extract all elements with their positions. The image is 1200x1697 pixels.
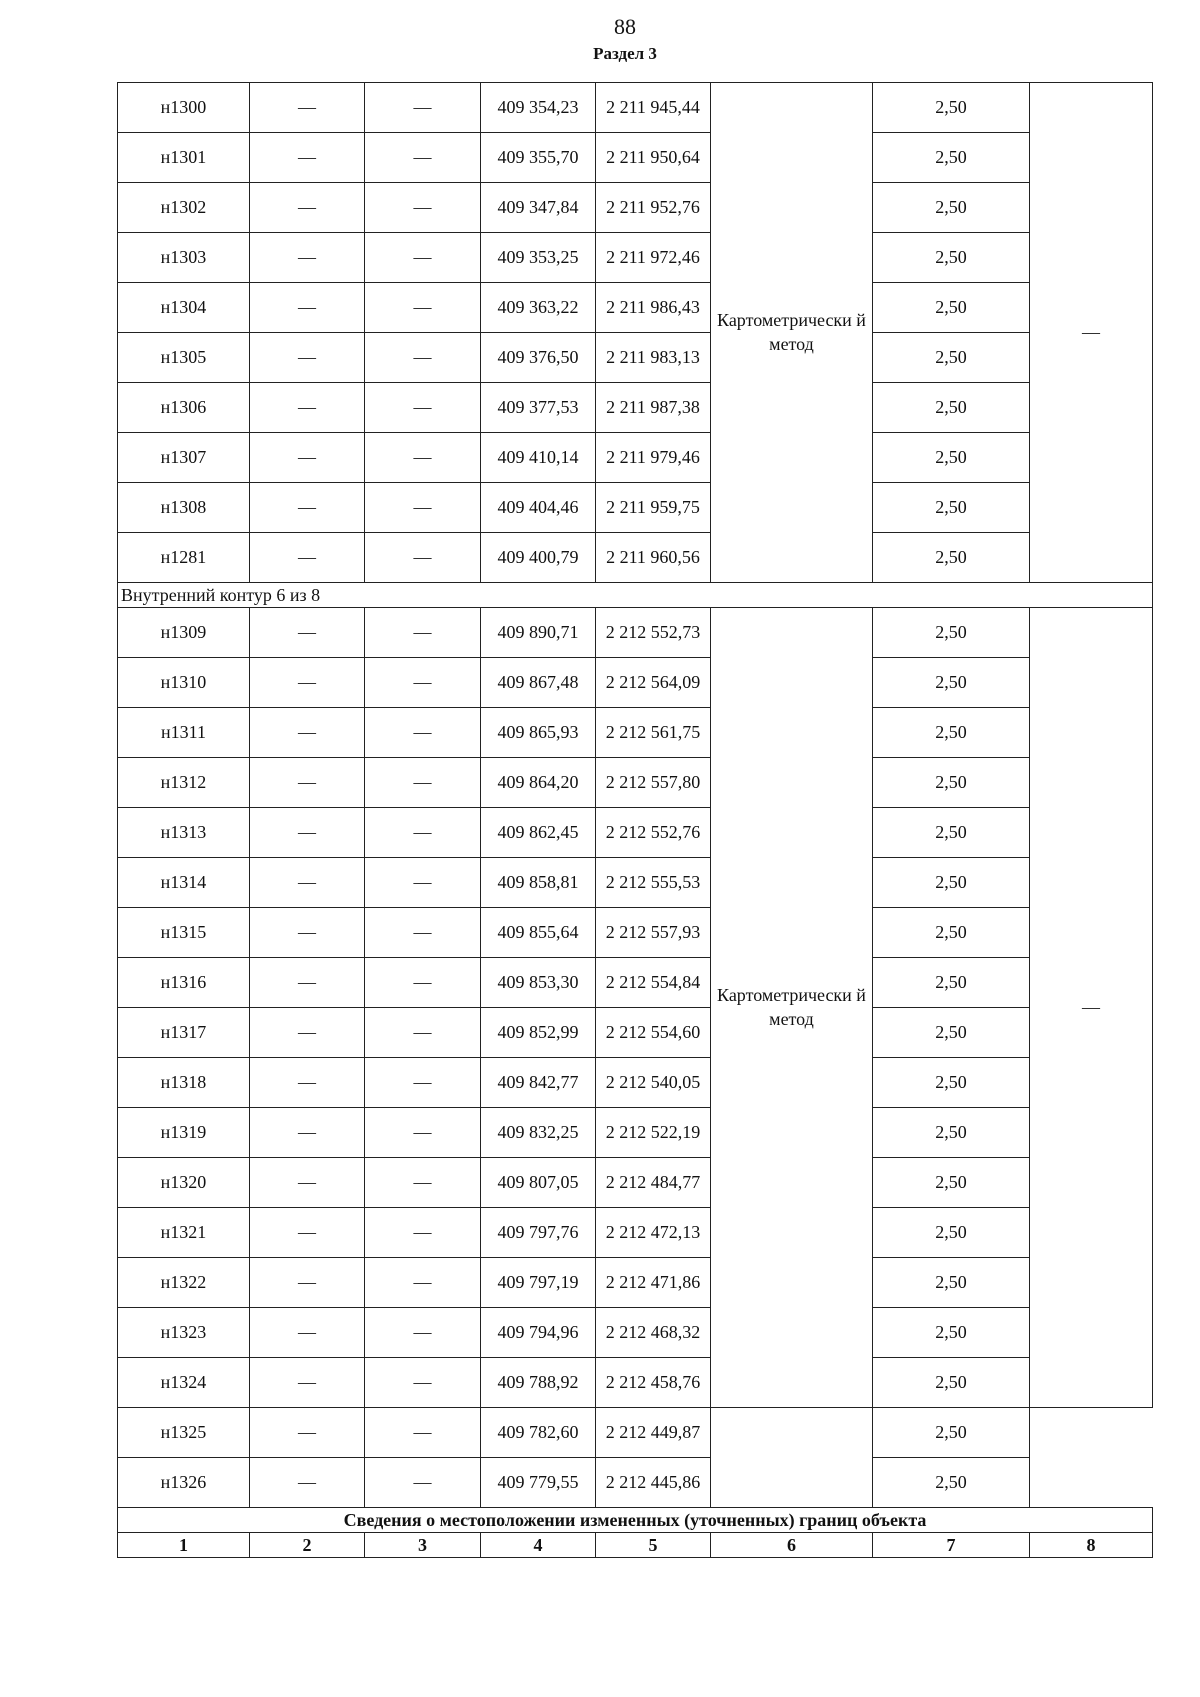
empty-dash-cell: — xyxy=(365,808,481,858)
coordinate-x: 409 377,53 xyxy=(481,383,596,433)
coordinate-x: 409 865,93 xyxy=(481,708,596,758)
empty-dash-cell: — xyxy=(365,133,481,183)
column-number: 5 xyxy=(596,1533,711,1558)
coordinate-x: 409 852,99 xyxy=(481,1008,596,1058)
coordinate-x: 409 404,46 xyxy=(481,483,596,533)
empty-dash-cell: — xyxy=(365,858,481,908)
coordinate-y: 2 212 557,93 xyxy=(596,908,711,958)
accuracy-value: 2,50 xyxy=(873,383,1030,433)
table-row xyxy=(118,1308,1153,1358)
empty-dash-cell: — xyxy=(365,383,481,433)
point-name: н1321 xyxy=(118,1208,250,1258)
point-name: н1317 xyxy=(118,1008,250,1058)
accuracy-value: 2,50 xyxy=(873,708,1030,758)
table-row xyxy=(118,1008,1153,1058)
empty-dash-cell: — xyxy=(250,1158,365,1208)
point-name: н1315 xyxy=(118,908,250,958)
coordinate-y: 2 211 987,38 xyxy=(596,383,711,433)
coordinate-x: 409 363,22 xyxy=(481,283,596,333)
table-row xyxy=(118,958,1153,1008)
accuracy-value: 2,50 xyxy=(873,608,1030,658)
point-name: н1325 xyxy=(118,1408,250,1458)
empty-dash-cell: — xyxy=(365,83,481,133)
empty-dash-cell: — xyxy=(250,433,365,483)
empty-dash-cell: — xyxy=(250,483,365,533)
table-row xyxy=(118,83,1153,133)
coordinate-y: 2 211 979,46 xyxy=(596,433,711,483)
coordinate-x: 409 355,70 xyxy=(481,133,596,183)
point-name: н1306 xyxy=(118,383,250,433)
empty-dash-cell: — xyxy=(365,908,481,958)
empty-dash-cell: — xyxy=(365,1008,481,1058)
point-name: н1308 xyxy=(118,483,250,533)
accuracy-value: 2,50 xyxy=(873,658,1030,708)
coordinate-y: 2 211 959,75 xyxy=(596,483,711,533)
empty-dash-cell: — xyxy=(250,333,365,383)
empty-dash-cell: — xyxy=(250,758,365,808)
accuracy-value: 2,50 xyxy=(873,1108,1030,1158)
table-row xyxy=(118,858,1153,908)
column-number: 8 xyxy=(1030,1533,1153,1558)
point-name: н1303 xyxy=(118,233,250,283)
accuracy-value: 2,50 xyxy=(873,283,1030,333)
empty-dash-cell: — xyxy=(250,1058,365,1108)
empty-dash-cell: — xyxy=(365,1208,481,1258)
coordinate-y: 2 211 972,46 xyxy=(596,233,711,283)
accuracy-value: 2,50 xyxy=(873,758,1030,808)
point-name: н1313 xyxy=(118,808,250,858)
coordinate-x: 409 862,45 xyxy=(481,808,596,858)
empty-dash-cell: — xyxy=(250,83,365,133)
coordinate-y: 2 211 952,76 xyxy=(596,183,711,233)
point-name: н1301 xyxy=(118,133,250,183)
table-row xyxy=(118,483,1153,533)
coordinate-x: 409 797,76 xyxy=(481,1208,596,1258)
empty-dash-cell: — xyxy=(365,1158,481,1208)
method-cell xyxy=(711,1408,873,1508)
accuracy-value: 2,50 xyxy=(873,233,1030,283)
point-name: н1309 xyxy=(118,608,250,658)
empty-dash-cell: — xyxy=(250,1108,365,1158)
point-name: н1312 xyxy=(118,758,250,808)
empty-dash-cell: — xyxy=(365,658,481,708)
point-name: н1310 xyxy=(118,658,250,708)
empty-dash-cell: — xyxy=(250,133,365,183)
table-row xyxy=(118,333,1153,383)
table-row xyxy=(118,708,1153,758)
empty-dash-cell: — xyxy=(365,1308,481,1358)
column-8-empty xyxy=(1030,1408,1153,1508)
table-row xyxy=(118,1158,1153,1208)
empty-dash-cell: — xyxy=(365,758,481,808)
accuracy-value: 2,50 xyxy=(873,1358,1030,1408)
empty-dash-cell: — xyxy=(250,808,365,858)
empty-dash-cell: — xyxy=(365,608,481,658)
coordinate-y: 2 212 552,76 xyxy=(596,808,711,858)
coordinate-y: 2 212 540,05 xyxy=(596,1058,711,1108)
accuracy-value: 2,50 xyxy=(873,1308,1030,1358)
empty-dash-cell: — xyxy=(365,1258,481,1308)
contour-row xyxy=(118,583,1153,608)
empty-dash-cell: — xyxy=(365,233,481,283)
coordinate-y: 2 212 555,53 xyxy=(596,858,711,908)
coordinate-y: 2 212 564,09 xyxy=(596,658,711,708)
coordinate-y: 2 212 471,86 xyxy=(596,1258,711,1308)
table-row xyxy=(118,808,1153,858)
table-row xyxy=(118,908,1153,958)
point-name: н1318 xyxy=(118,1058,250,1108)
coordinate-y: 2 212 472,13 xyxy=(596,1208,711,1258)
coordinate-x: 409 807,05 xyxy=(481,1158,596,1208)
empty-dash-cell: — xyxy=(365,533,481,583)
point-name: н1323 xyxy=(118,1308,250,1358)
coordinate-y: 2 212 449,87 xyxy=(596,1408,711,1458)
point-name: н1305 xyxy=(118,333,250,383)
accuracy-value: 2,50 xyxy=(873,533,1030,583)
empty-dash-cell: — xyxy=(250,608,365,658)
accuracy-value: 2,50 xyxy=(873,1158,1030,1208)
coordinate-y: 2 212 468,32 xyxy=(596,1308,711,1358)
coordinate-x: 409 347,84 xyxy=(481,183,596,233)
page-number: 88 xyxy=(614,14,636,39)
accuracy-value: 2,50 xyxy=(873,1408,1030,1458)
column-number: 1 xyxy=(118,1533,250,1558)
method-cell: Картометрически й метод xyxy=(711,83,873,583)
accuracy-value: 2,50 xyxy=(873,1258,1030,1308)
empty-dash-cell: — xyxy=(250,1458,365,1508)
accuracy-value: 2,50 xyxy=(873,133,1030,183)
coordinate-y: 2 212 445,86 xyxy=(596,1458,711,1508)
table-row xyxy=(118,1408,1153,1458)
coordinate-y: 2 211 945,44 xyxy=(596,83,711,133)
table-row xyxy=(118,1258,1153,1308)
table-row xyxy=(118,283,1153,333)
empty-dash-cell: — xyxy=(250,533,365,583)
point-name: н1311 xyxy=(118,708,250,758)
coordinates-table xyxy=(117,82,1153,1558)
empty-dash-cell: — xyxy=(250,708,365,758)
coordinate-x: 409 890,71 xyxy=(481,608,596,658)
table-row xyxy=(118,1358,1153,1408)
accuracy-value: 2,50 xyxy=(873,858,1030,908)
point-name: н1302 xyxy=(118,183,250,233)
point-name: н1314 xyxy=(118,858,250,908)
empty-dash-cell: — xyxy=(365,333,481,383)
accuracy-value: 2,50 xyxy=(873,808,1030,858)
empty-dash-cell: — xyxy=(250,233,365,283)
table-row xyxy=(118,1108,1153,1158)
table-row xyxy=(118,433,1153,483)
accuracy-value: 2,50 xyxy=(873,433,1030,483)
column-8-dash: — xyxy=(1030,83,1153,583)
coordinate-x: 409 354,23 xyxy=(481,83,596,133)
coordinate-y: 2 212 554,84 xyxy=(596,958,711,1008)
coordinate-x: 409 410,14 xyxy=(481,433,596,483)
coordinate-x: 409 797,19 xyxy=(481,1258,596,1308)
table-row xyxy=(118,658,1153,708)
column-number: 6 xyxy=(711,1533,873,1558)
empty-dash-cell: — xyxy=(365,183,481,233)
coordinate-x: 409 400,79 xyxy=(481,533,596,583)
point-name: н1281 xyxy=(118,533,250,583)
empty-dash-cell: — xyxy=(250,183,365,233)
table-row xyxy=(118,533,1153,583)
empty-dash-cell: — xyxy=(365,1408,481,1458)
table-row xyxy=(118,1208,1153,1258)
accuracy-value: 2,50 xyxy=(873,1458,1030,1508)
empty-dash-cell: — xyxy=(250,1258,365,1308)
point-name: н1300 xyxy=(118,83,250,133)
empty-dash-cell: — xyxy=(250,283,365,333)
coordinate-y: 2 212 554,60 xyxy=(596,1008,711,1058)
column-number: 2 xyxy=(250,1533,365,1558)
section-title-row xyxy=(118,1508,1153,1533)
coordinate-y: 2 212 522,19 xyxy=(596,1108,711,1158)
empty-dash-cell: — xyxy=(250,908,365,958)
column-number: 4 xyxy=(481,1533,596,1558)
empty-dash-cell: — xyxy=(365,708,481,758)
table-row xyxy=(118,133,1153,183)
coordinate-y: 2 211 986,43 xyxy=(596,283,711,333)
accuracy-value: 2,50 xyxy=(873,483,1030,533)
coordinate-x: 409 867,48 xyxy=(481,658,596,708)
empty-dash-cell: — xyxy=(250,1308,365,1358)
empty-dash-cell: — xyxy=(250,858,365,908)
accuracy-value: 2,50 xyxy=(873,1058,1030,1108)
empty-dash-cell: — xyxy=(365,1358,481,1408)
coordinate-y: 2 212 561,75 xyxy=(596,708,711,758)
coordinate-y: 2 212 557,80 xyxy=(596,758,711,808)
coordinate-x: 409 376,50 xyxy=(481,333,596,383)
coordinate-x: 409 842,77 xyxy=(481,1058,596,1108)
point-name: н1322 xyxy=(118,1258,250,1308)
section-title: Сведения о местоположении измененных (уточненных) границ объекта xyxy=(118,1508,1153,1533)
accuracy-value: 2,50 xyxy=(873,83,1030,133)
point-name: н1304 xyxy=(118,283,250,333)
coordinate-x: 409 353,25 xyxy=(481,233,596,283)
accuracy-value: 2,50 xyxy=(873,908,1030,958)
point-name: н1320 xyxy=(118,1158,250,1208)
coordinate-y: 2 212 552,73 xyxy=(596,608,711,658)
coordinate-y: 2 211 983,13 xyxy=(596,333,711,383)
accuracy-value: 2,50 xyxy=(873,958,1030,1008)
point-name: н1316 xyxy=(118,958,250,1008)
coordinate-x: 409 858,81 xyxy=(481,858,596,908)
accuracy-value: 2,50 xyxy=(873,1008,1030,1058)
empty-dash-cell: — xyxy=(250,958,365,1008)
accuracy-value: 2,50 xyxy=(873,183,1030,233)
empty-dash-cell: — xyxy=(365,1458,481,1508)
coordinate-x: 409 782,60 xyxy=(481,1408,596,1458)
section-heading: Раздел 3 xyxy=(593,44,657,63)
empty-dash-cell: — xyxy=(250,1358,365,1408)
point-name: н1307 xyxy=(118,433,250,483)
empty-dash-cell: — xyxy=(250,383,365,433)
table-row xyxy=(118,383,1153,433)
coordinate-y: 2 212 484,77 xyxy=(596,1158,711,1208)
empty-dash-cell: — xyxy=(365,283,481,333)
coordinate-x: 409 779,55 xyxy=(481,1458,596,1508)
column-number: 7 xyxy=(873,1533,1030,1558)
empty-dash-cell: — xyxy=(365,483,481,533)
empty-dash-cell: — xyxy=(250,1008,365,1058)
table-row xyxy=(118,183,1153,233)
table-row xyxy=(118,1458,1153,1508)
coordinate-y: 2 211 950,64 xyxy=(596,133,711,183)
coordinate-x: 409 853,30 xyxy=(481,958,596,1008)
method-cell: Картометрически й метод xyxy=(711,608,873,1408)
table-row xyxy=(118,608,1153,658)
point-name: н1324 xyxy=(118,1358,250,1408)
accuracy-value: 2,50 xyxy=(873,1208,1030,1258)
column-numbers-row xyxy=(118,1533,1153,1558)
column-number: 3 xyxy=(365,1533,481,1558)
contour-label: Внутренний контур 6 из 8 xyxy=(118,583,1153,608)
coordinate-x: 409 832,25 xyxy=(481,1108,596,1158)
empty-dash-cell: — xyxy=(250,658,365,708)
table-row xyxy=(118,233,1153,283)
table-row xyxy=(118,758,1153,808)
table-row xyxy=(118,1058,1153,1108)
empty-dash-cell: — xyxy=(365,1108,481,1158)
coordinate-x: 409 864,20 xyxy=(481,758,596,808)
point-name: н1319 xyxy=(118,1108,250,1158)
empty-dash-cell: — xyxy=(365,958,481,1008)
accuracy-value: 2,50 xyxy=(873,333,1030,383)
coordinate-x: 409 794,96 xyxy=(481,1308,596,1358)
empty-dash-cell: — xyxy=(365,1058,481,1108)
empty-dash-cell: — xyxy=(365,433,481,483)
coordinate-x: 409 788,92 xyxy=(481,1358,596,1408)
empty-dash-cell: — xyxy=(250,1408,365,1458)
point-name: н1326 xyxy=(118,1458,250,1508)
coordinate-y: 2 211 960,56 xyxy=(596,533,711,583)
empty-dash-cell: — xyxy=(250,1208,365,1258)
coordinate-x: 409 855,64 xyxy=(481,908,596,958)
column-8-dash: — xyxy=(1030,608,1153,1408)
coordinate-y: 2 212 458,76 xyxy=(596,1358,711,1408)
